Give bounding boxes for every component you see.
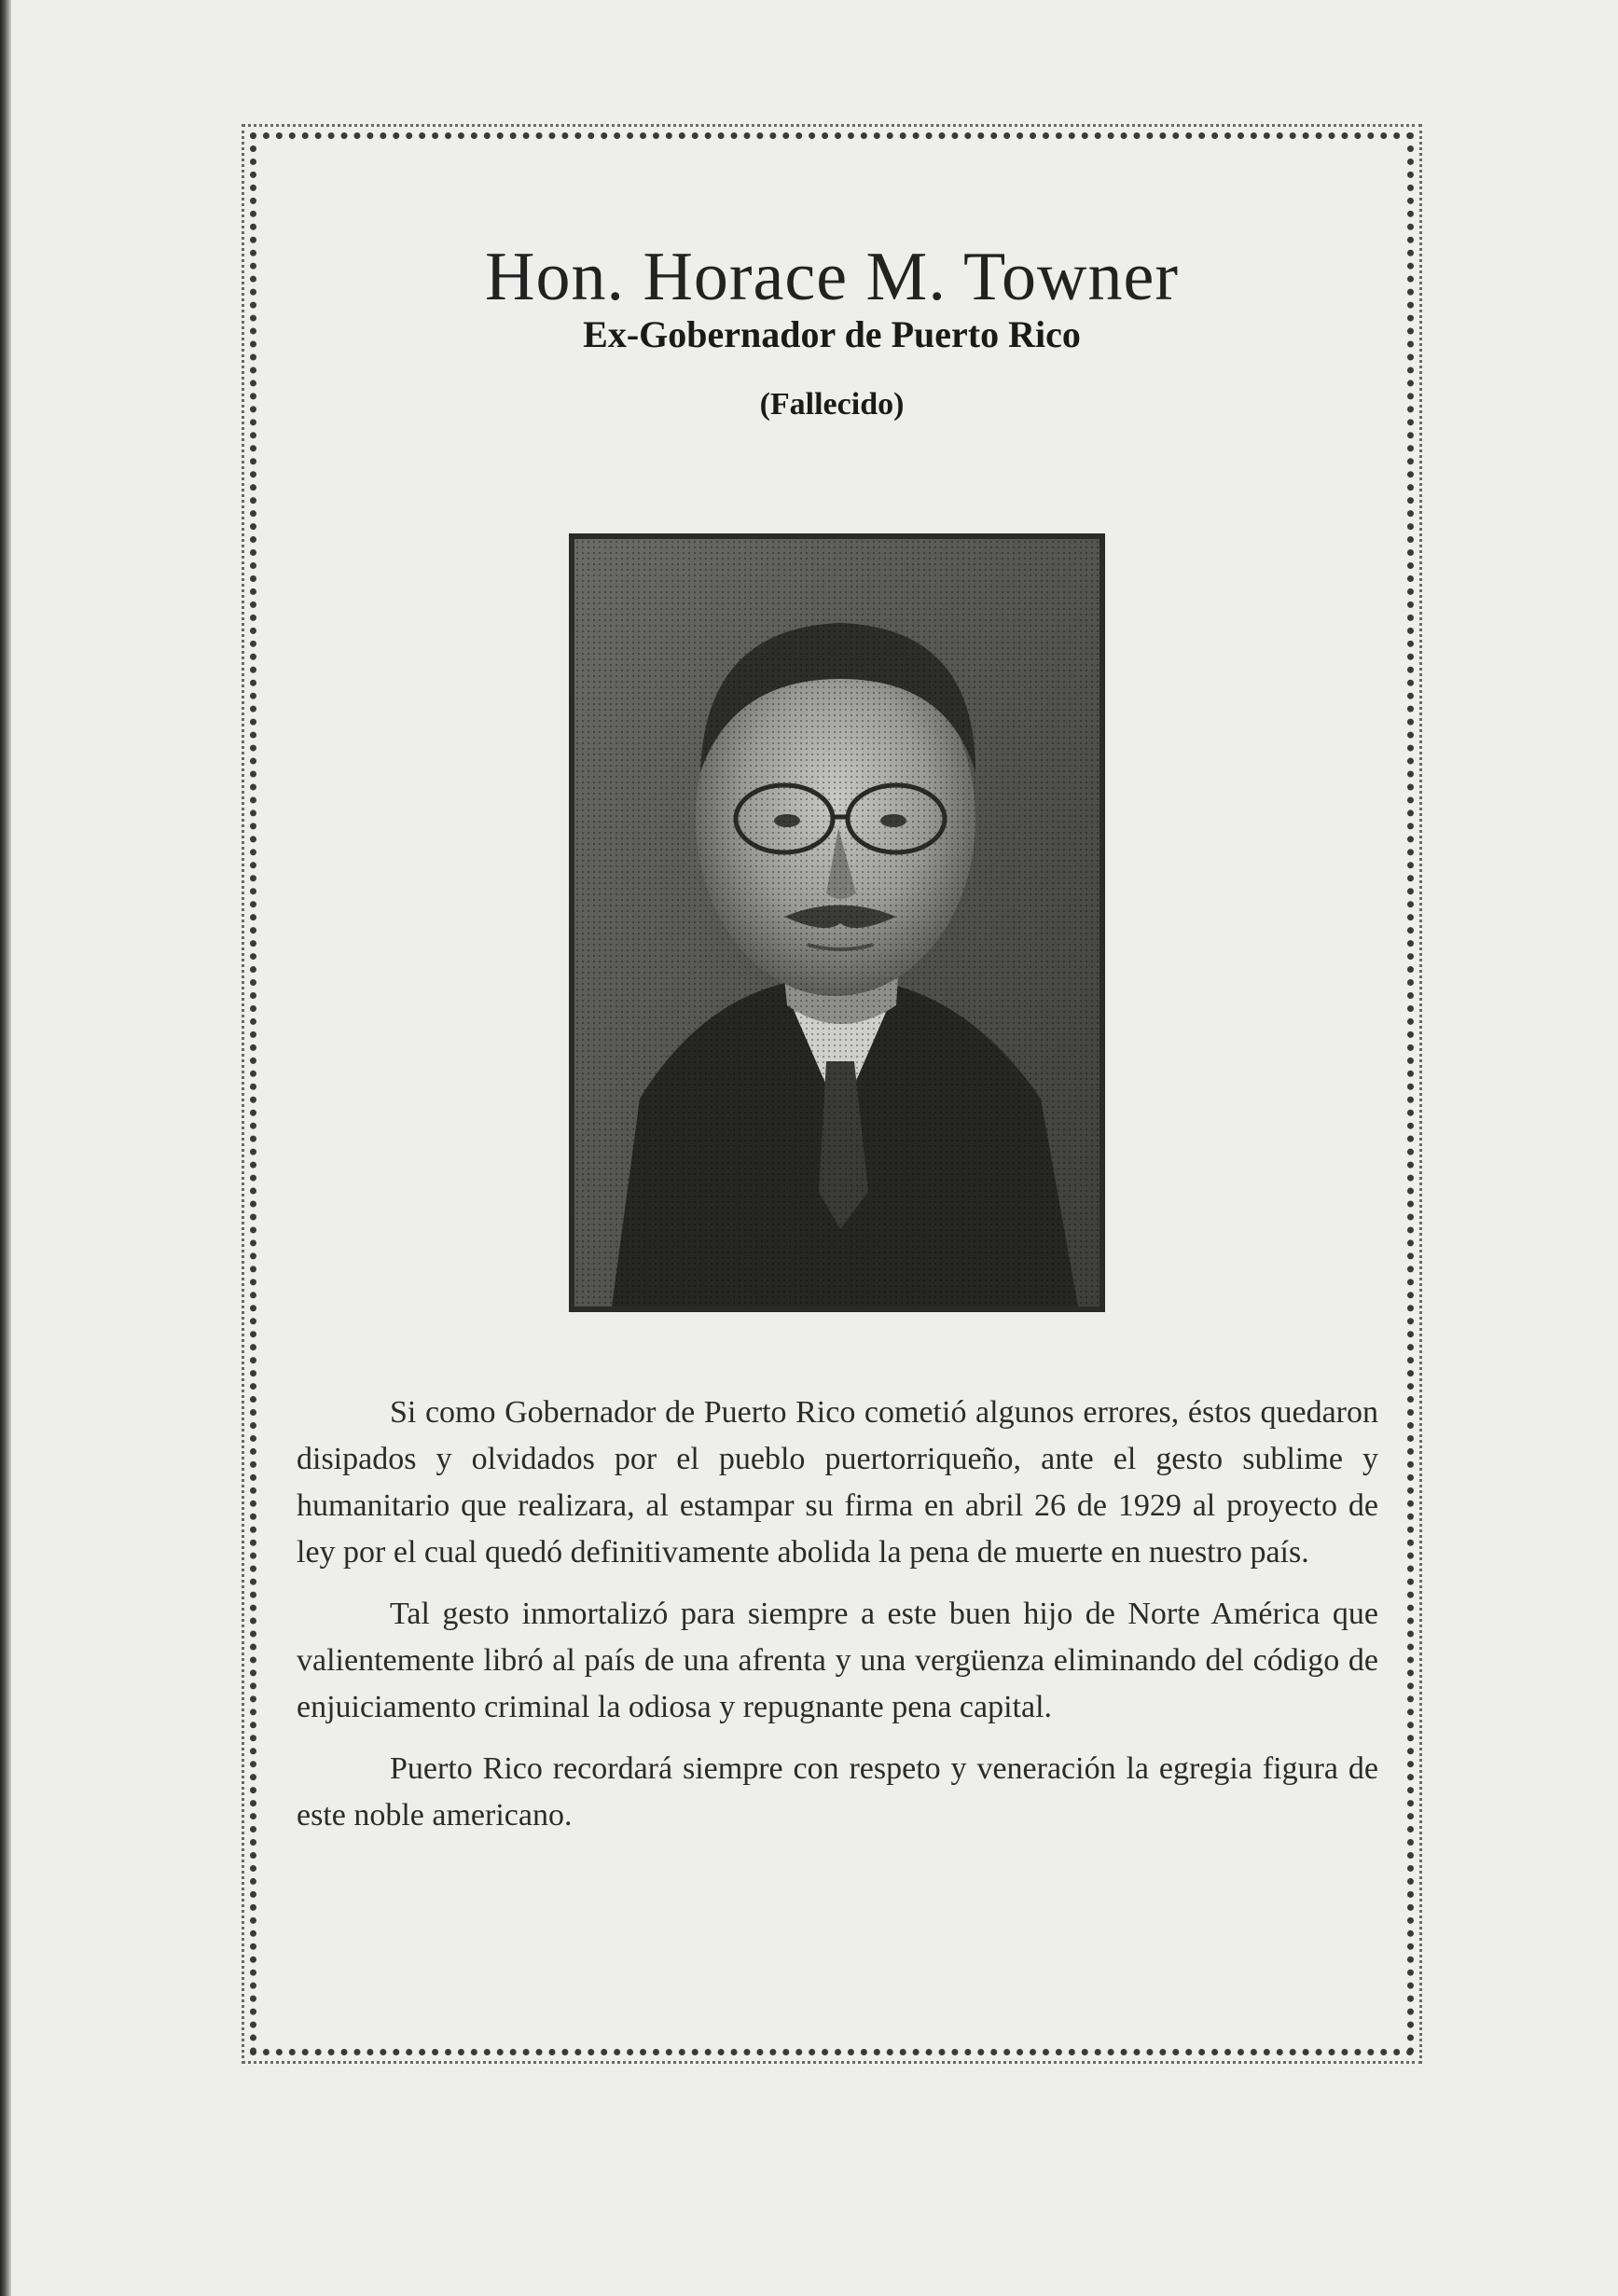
portrait-photo [569, 533, 1105, 1312]
body-text [297, 1390, 1378, 1854]
paragraph: Tal gesto inmortalizó para siempre a este buen hijo de Norte América que valientemente libró al país de una afrenta y una vergüenza eliminando del código de enjuiciamento criminal la odiosa y repugnante pena capital. [297, 1597, 1378, 1724]
paragraph: Puerto Rico recordará siempre con respeto y veneración la egregia figura de este noble americano. [297, 1751, 1378, 1833]
page-title: Hon. Horace M. Towner [485, 238, 1179, 315]
page-subtitle: Ex-Gobernador de Puerto Rico [583, 313, 1081, 355]
paragraph: Si como Gobernador de Puerto Rico cometió algunos errores, éstos quedaron disipados y olvidados por el pueblo puertorriqueño, ante el gesto sublime y humanitario que realizara, al estampar su firma en abril 26 de 1929 al proyecto de ley por el cual quedó definitivamente abolida la pena de muerte en nuestro país. [297, 1395, 1378, 1570]
status-label: (Fallecido) [759, 387, 905, 422]
page-binding-edge [0, 0, 11, 2296]
